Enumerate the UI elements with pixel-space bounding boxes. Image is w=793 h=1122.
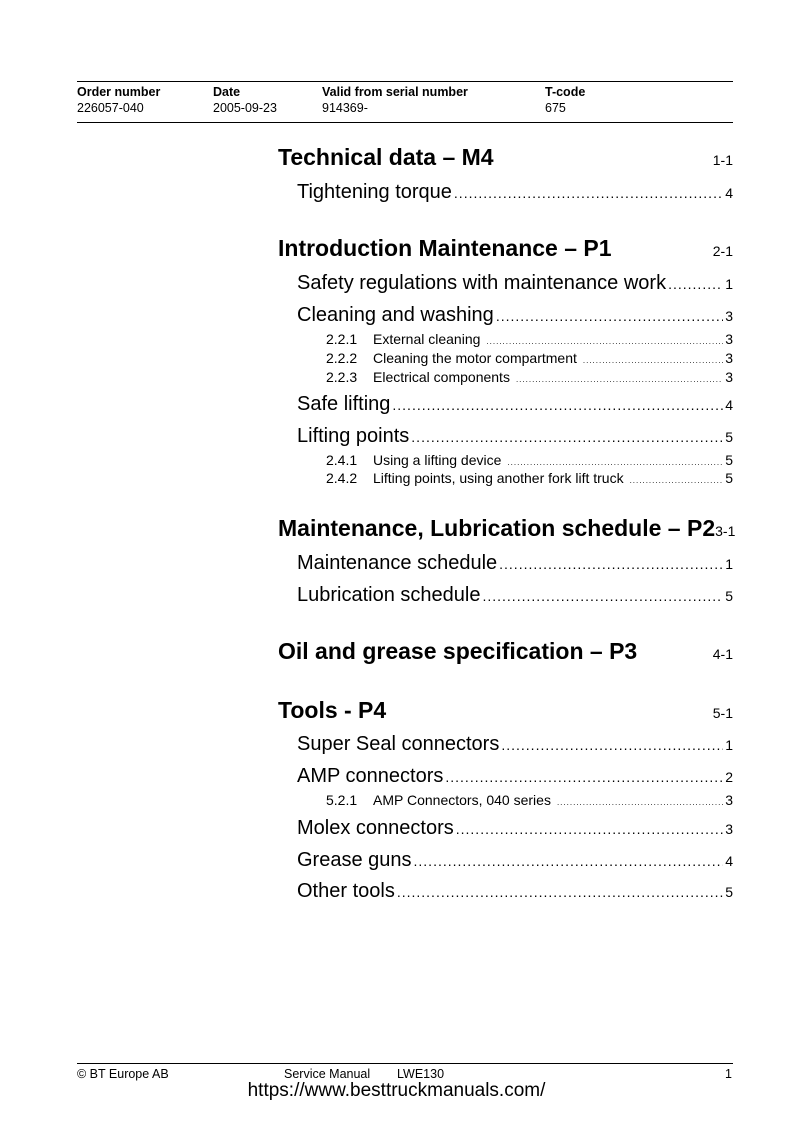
serial-value: 914369- (322, 101, 368, 115)
header-bottom-rule (77, 122, 733, 123)
header-tcode (545, 84, 585, 116)
toc-item[interactable]: Molex connectors ..... 3 (297, 817, 733, 840)
toc-item[interactable]: Lifting points ..... 5 (297, 425, 733, 448)
footer-manual: Service Manual (284, 1067, 371, 1081)
tcode-value: 675 (545, 101, 566, 115)
footer-copyright: © BT Europe AB (77, 1067, 169, 1081)
toc-item[interactable]: AMP connectors ..... 2 (297, 765, 733, 788)
footer-page-number: 1 (725, 1067, 732, 1081)
toc-subitem[interactable]: 5.2.1 AMP Connectors, 040 series ..... 3 (326, 792, 733, 808)
toc-section[interactable]: Tools - P4 5-1 (278, 697, 733, 723)
toc-section[interactable]: Maintenance, Lubrication schedule – P2 3-1 (278, 515, 736, 541)
toc-item[interactable]: Tightening torque ..... 4 (297, 181, 733, 204)
toc-item[interactable]: Maintenance schedule ..... 1 (297, 552, 733, 575)
footer-rule (77, 1063, 733, 1064)
toc-subitem[interactable]: 2.2.3 Electrical components ..... 3 (326, 369, 733, 385)
toc-subitem[interactable]: 2.4.2 Lifting points, using another fork lift truck ..... 5 (326, 470, 733, 486)
toc-section[interactable]: Introduction Maintenance – P1 2-1 (278, 235, 733, 261)
toc-item[interactable]: Other tools ..... 5 (297, 880, 733, 903)
serial-label: Valid from serial number (322, 85, 468, 99)
header-serial (322, 84, 468, 116)
toc-subitem[interactable]: 2.2.2 Cleaning the motor compartment ..... 3 (326, 350, 733, 366)
toc-item[interactable]: Super Seal connectors ..... 1 (297, 733, 733, 756)
header-date (213, 84, 277, 116)
footer-model: LWE130 (397, 1067, 445, 1081)
toc-subitem[interactable]: 2.2.1 External cleaning ..... 3 (326, 331, 733, 347)
header-order (77, 84, 160, 116)
date-label: Date (213, 85, 241, 99)
toc-section[interactable]: Technical data – M4 1-1 (278, 144, 733, 170)
tcode-label: T-code (545, 85, 586, 99)
toc-subitem[interactable]: 2.4.1 Using a lifting device ..... 5 (326, 452, 733, 468)
footer-url[interactable]: https://www.besttruckmanuals.com/ (247, 1080, 546, 1101)
toc-item[interactable]: Lubrication schedule ..... 5 (297, 584, 733, 607)
toc-item[interactable]: Safe lifting ..... 4 (297, 393, 733, 416)
toc-item[interactable]: Grease guns ..... 4 (297, 849, 733, 872)
order-value: 226057-040 (77, 101, 144, 115)
toc-item[interactable]: Cleaning and washing ..... 3 (297, 304, 733, 327)
toc-section[interactable]: Oil and grease specification – P3 4-1 (278, 638, 733, 664)
toc-item[interactable]: Safety regulations with maintenance work ..... 1 (297, 272, 733, 295)
order-label: Order number (77, 85, 161, 99)
header-top-rule (77, 81, 733, 82)
date-value: 2005-09-23 (213, 101, 277, 115)
